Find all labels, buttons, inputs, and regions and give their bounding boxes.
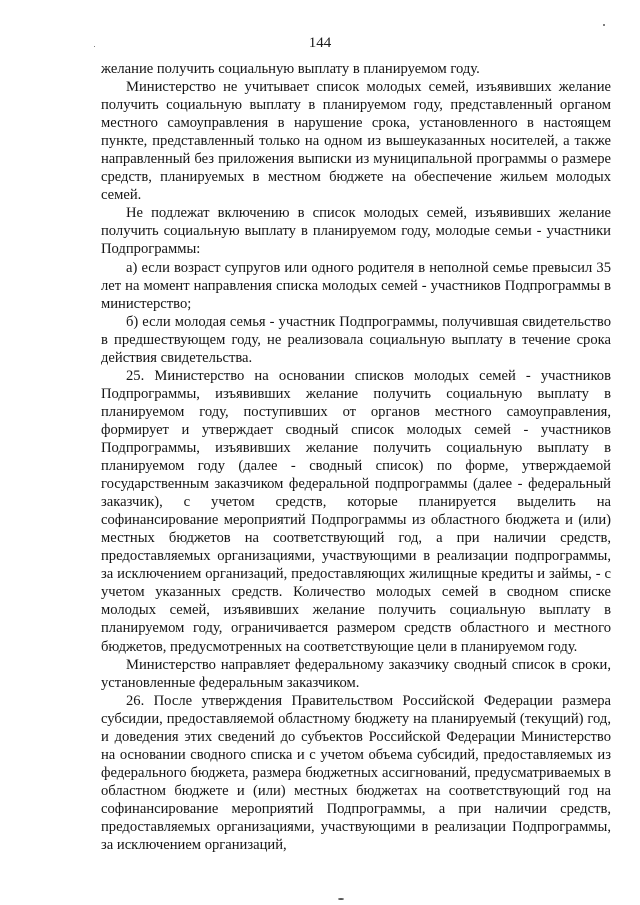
scan-speck [603, 24, 605, 26]
paragraph: а) если возраст супругов или одного родителя в неполной семье превысил 35 лет на момент направления списка молодых семей - участников Подпрограммы в министерство; [101, 259, 611, 312]
paragraph: Министерство не учитывает список молодых семей, изъявивших желание получить социальную выплату в планируемом году, представленный органом местного самоуправления в нарушение срока, установленного в настоящем пункте, представленный только на одном из вышеуказанных носителей, а также направленный без приложения выписки из муниципальной программы о размере средств, планируемых в местном бюджете на обеспечение жильем молодых семей. [101, 79, 611, 204]
scan-speck [338, 898, 344, 900]
body-text [101, 60, 611, 854]
paragraph: 26. После утверждения Правительством Российской Федерации размера субсидии, предоставляемой областному бюджету на планируемый (текущий) год, и доведения этих сведений до субъектов Российской Федерации Министерство на основании сводного списка и с учетом объема субсидий, предоставляемых из федерального бюджета, размера бюджетных ассигнований, предусматриваемых в областном бюджете и (или) местных бюджетах на соответствующий год на софинансирование мероприятий Подпрограммы, а при наличии средств, предоставляемых организациями, участвующими в реализации Подпрограммы, за исключением организаций, [101, 692, 611, 854]
page-number: 144 [308, 35, 332, 51]
paragraph: Не подлежат включению в список молодых семей, изъявивших желание получить социальную выплату в планируемом году, молодые семьи - участники Подпрограммы: [101, 205, 611, 258]
paragraph: б) если молодая семья - участник Подпрограммы, получившая свидетельство в предшествующем году, не реализовала социальную выплату в течение срока действия свидетельства. [101, 313, 611, 366]
scan-speck [94, 46, 95, 47]
paragraph: 25. Министерство на основании списков молодых семей - участников Подпрограммы, изъявивших желание получить социальную выплату в планируемом году, поступивших от органов местного самоуправления, формирует и утверждает сводный список молодых семей - участников Подпрограммы, изъявивших желание получить социальную выплату в планируемом году (далее - сводный список) по форме, утверждаемой государственным заказчиком федеральной подпрограммы (далее - федеральный заказчик), с учетом средств, которые планируется выделить на софинансирование мероприятий Подпрограммы из областного бюджета и (или) местных бюджетов на соответствующий год, а при наличии средств, предоставляемых организациями, участвующими в реализации подпрограммы, за исключением организаций, предоставляющих жилищные кредиты и займы, - с учетом указанных средств. Количество молодых семей в сводном списке молодых семей, изъявивших желание получить социальную выплату в планируемом году, ограничивается размером средств областного и местного бюджетов, предусмотренных на соответствующие цели в планируемом году. [101, 367, 611, 655]
paragraph: Министерство направляет федеральному заказчику сводный список в сроки, установленные федеральным заказчиком. [101, 656, 611, 691]
paragraph: желание получить социальную выплату в планируемом году. [101, 61, 480, 77]
